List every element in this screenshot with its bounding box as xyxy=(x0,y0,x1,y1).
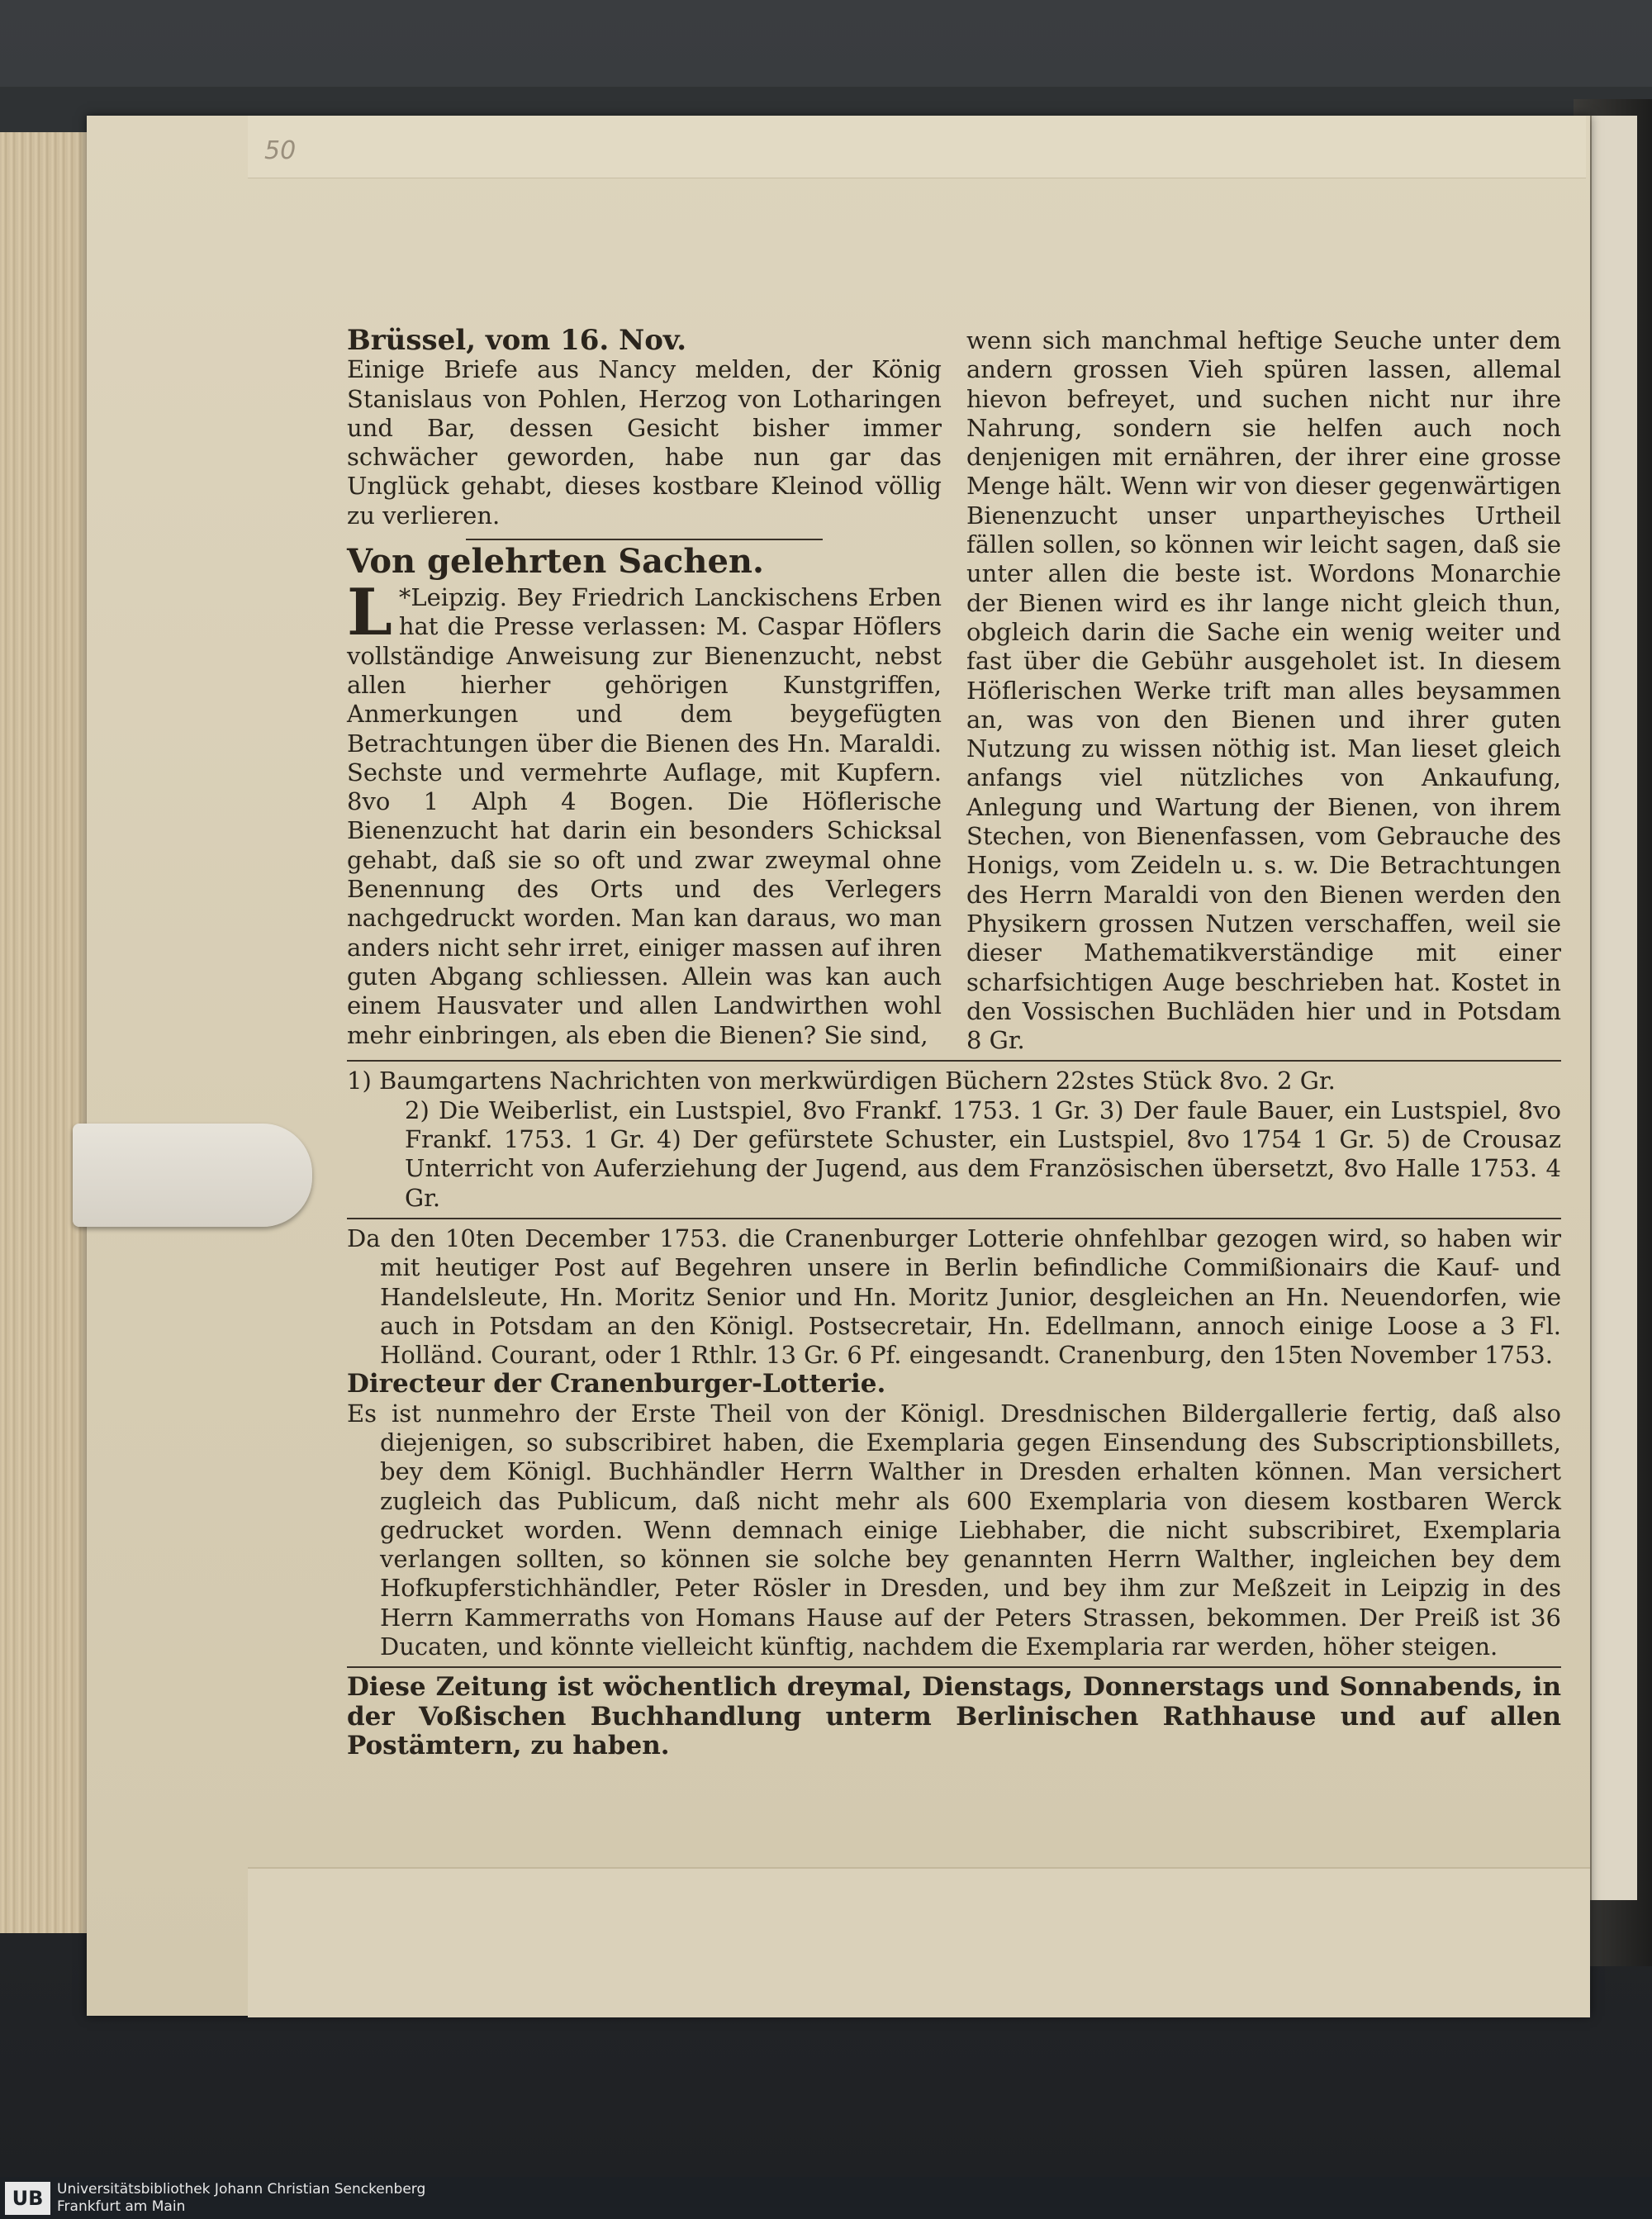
divider-rule xyxy=(347,1218,1561,1219)
book-list-items: 2) Die Weiberlist, ein Lustspiel, 8vo Frankf. 1753. 1 Gr. 3) Der faule Bauer, ein Lustspiel, 8vo Frankf. 1753. 1 Gr. 4) Der gefürstete Schuster, ein Lustspiel, 8vo 1754 1 Gr. 5) de Crousaz Unterricht von Auferziehung der Jugend, aus dem Französischen übersetzt, 8vo Halle 1753. 4 Gr. xyxy=(405,1095,1561,1212)
library-credit xyxy=(57,2181,425,2216)
review-text: *Leipzig. Bey Friedrich Lanckischens Erben hat die Presse verlassen: M. Caspar Höflers vollständige Anweisung zur Bienenzucht, nebst allen hierher gehörigen Kunstgriffen, Anmerkungen und dem beygefügten Betrachtungen über die Bienen des Hn. Maraldi. Sechste und vermehrte Auflage, mit Kupfern. 8vo 1 Alph 4 Bogen. Die Höflerische Bienenzucht hat darin ein besonders Schicksal gehabt, daß sie so oft und zwar zweymal ohne Benennung des Orts und des Verlegers nachgedruckt worden. Man kan daraus, wo man anders nicht sehr irret, einiger massen auf ihren guten Abgang schliessen. Allein was kan auch einem Hausvater und allen Landwirthen wohl mehr einbringen, als eben die Bienen? Sie sind, xyxy=(347,583,942,1049)
facing-page-edge xyxy=(1590,116,1637,1900)
book-page-edges xyxy=(0,132,93,1933)
pencil-page-marker: 50 xyxy=(264,136,297,165)
lottery-signature: Directeur der Cranenburger-Lotterie. xyxy=(347,1369,886,1399)
ub-logo: UB xyxy=(5,2182,50,2215)
gallery-notice xyxy=(347,1399,1561,1662)
two-column-section xyxy=(347,326,1561,1055)
news-paragraph: Einige Briefe aus Nancy melden, der König Stanislaus von Pohlen, Herzog von Lotharingen und Bar, dessen Gesicht bisher immer schwächer geworden, habe nun gar das Unglück gehabt, dieses kostbare Kleinod völlig zu verlieren. xyxy=(347,355,942,530)
library-footer-bar xyxy=(0,2177,1652,2219)
paper-repair-strip-top xyxy=(248,116,1586,178)
library-city: Frankfurt am Main xyxy=(57,2198,186,2215)
divider-rule xyxy=(347,1666,1561,1668)
paper-repair-strip-bottom xyxy=(248,1867,1590,2017)
book-list xyxy=(347,1067,1561,1212)
dateline-brussels: Brüssel, vom 16. Nov. xyxy=(347,324,687,357)
left-column xyxy=(347,326,942,1055)
colophon xyxy=(347,1673,1561,1760)
newspaper-text xyxy=(347,326,1561,1760)
page-clip xyxy=(73,1124,312,1227)
review-paragraph xyxy=(347,575,942,1050)
library-name: Universitätsbibliothek Johann Christian Senckenberg xyxy=(57,2180,426,2198)
drop-cap: L xyxy=(347,575,392,651)
divider-rule xyxy=(347,1060,1561,1062)
gallery-notice-text: Es ist nunmehro der Erste Theil von der Königl. Dresdnischen Bildergallerie fertig, daß also diejenigen, so subscribiret haben, die Exemplaria gegen Einsendung des Subscriptionsbillets, bey dem Königl. Buchhändler Herrn Walther in Dresden erhalten können. Man versichert zugleich das Publicum, daß nicht mehr als 600 Exemplaria von diesem kostbaren Werck gedrucket worden. Wenn demnach einige Liebhaber, die nicht subscribiret, Exemplaria verlangen sollten, so können sie solche bey genannten Herrn Walther, ingleichen bey dem Hofkupferstichhändler, Peter Rösler in Dresden, und bey ihm zur Meßzeit in Leipzig in des Herrn Kammerraths von Homans Hause auf der Peters Strassen, bekommen. Der Preiß ist 36 Ducaten, und könnte vielleicht künftig, nachdem die Exemplaria rar werden, höher steigen. xyxy=(347,1399,1561,1661)
book-list-item-1: 1) Baumgartens Nachrichten von merkwürdigen Büchern 22stes Stück 8vo. 2 Gr. xyxy=(347,1067,1336,1095)
colophon-text: Diese Zeitung ist wöchentlich dreymal, Dienstags, Donnerstags und Sonnabends, in der Voßischen Buchhandlung unterm Berlinischen Rathhause und auf allen Postämtern, zu haben. xyxy=(347,1672,1561,1760)
section-heading: Von gelehrten Sachen. xyxy=(347,542,764,582)
lottery-notice-text: Da den 10ten December 1753. die Cranenburger Lotterie ohnfehlbar gezogen wird, so haben wir mit heutiger Post auf Begehren unsere in Berlin befindliche Commißionairs die Kauf- und Handelsleute, Hn. Moritz Senior und Hn. Moritz Junior, desgleichen an Hn. Neuendorfen, wie auch in Potsdam an den Königl. Postsecretair, Hn. Edellmann, annoch einige Loose a 3 Fl. Holländ. Courant, oder 1 Rthlr. 13 Gr. 6 Pf. eingesandt. Cranenburg, den 15ten November 1753. xyxy=(347,1224,1561,1370)
lottery-notice xyxy=(347,1224,1561,1399)
review-continuation: wenn sich manchmal heftige Seuche unter dem andern grossen Vieh spüren lassen, allemal hievon befreyet, und suchen nicht nur ihre Nahrung, sondern sie helfen auch noch denjenigen mit ernähren, der ihrer eine grosse Menge hält. Wenn wir von dieser gegenwärtigen Bienenzucht unser unpartheyisches Urtheil fällen sollen, so können wir leicht sagen, daß sie unter allen die beste ist. Wordons Monarchie der Bienen wird es ihr lange nicht gleich thun, obgleich darin die Sache ein wenig weiter und fast über die Gebühr ausgeholet ist. In diesem Höflerischen Werke trift man alles beysammen an, was von den Bienen und ihrer guten Nutzung zu wissen nöthig ist. Man lieset gleich anfangs viel nützliches von Ankaufung, Anlegung und Wartung der Bienen, von ihrem Stechen, von Bienenfassen, vom Gebrauche des Honigs, vom Zeideln u. s. w. Die Betrachtungen des Herrn Maraldi von den Bienen werden den Physikern grossen Nutzen verschaffen, weil sie dieser Mathematikverständige mit einer scharfsichtigen Auge beschrieben hat. Kostet in den Vossischen Buchläden hier und in Potsdam 8 Gr. xyxy=(966,326,1561,1055)
right-column xyxy=(966,326,1561,1055)
